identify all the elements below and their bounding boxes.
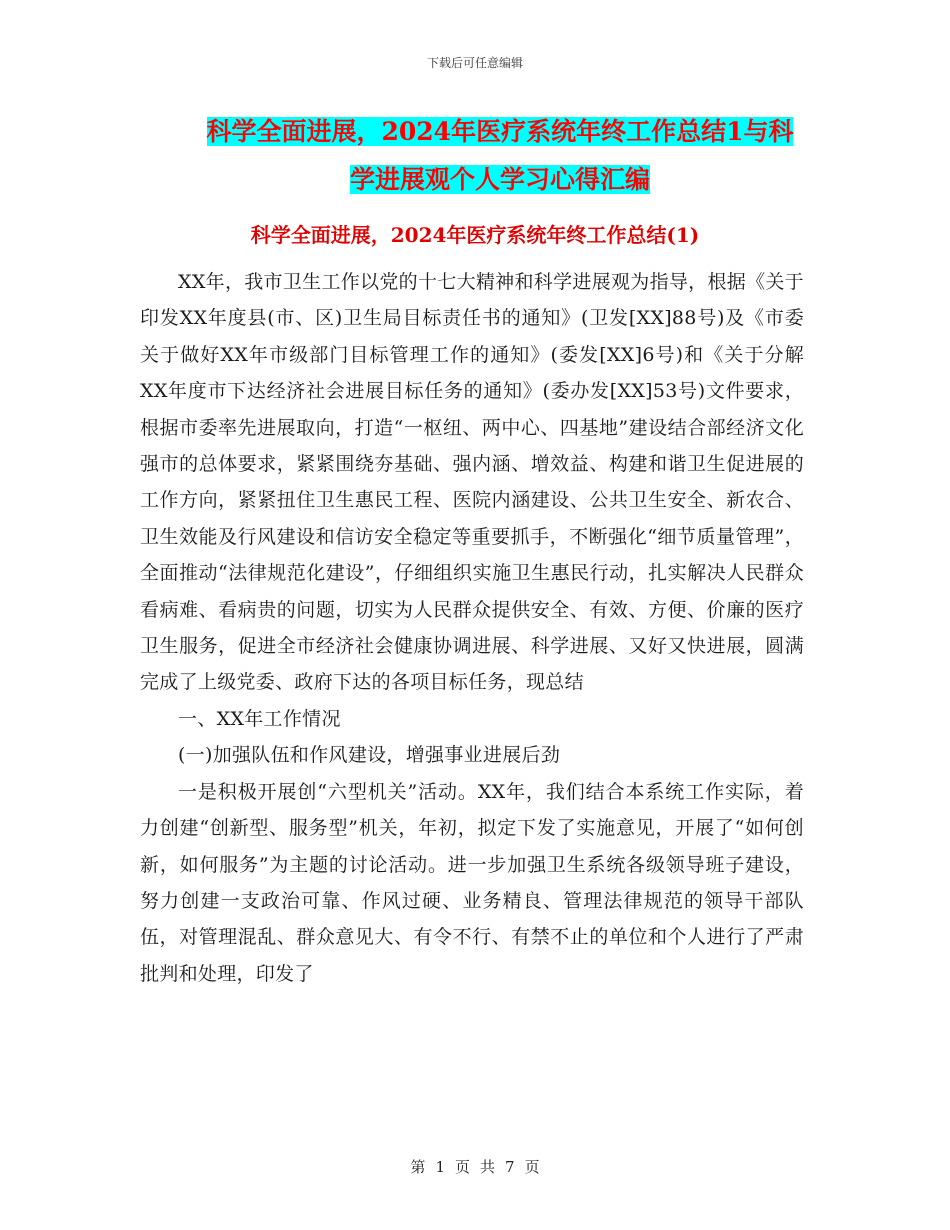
footer-label-unit: 页: [454, 1158, 470, 1176]
heading-section-1: 一、XX年工作情况: [178, 707, 341, 730]
footer-label-page: 第: [410, 1158, 426, 1176]
footer-label-unit-2: 页: [524, 1158, 540, 1176]
paragraph-body: 一是积极开展创“六型机关”活动。XX年，我们结合本系统工作实际，着力创建“创新型、服务型”机关，年初，拟定下发了实施意见，开展了“如何创新，如何服务”为主题的讨论活动。进一步加强卫生系统各级领导班子建设，努力创建一支政治可靠、作风过硬、业务精良、管理法律规范的领导干部队伍，对管理混乱、群众意见大、有令不行、有禁不止的单位和个人进行了严肃批判和处理，印发了: [140, 780, 804, 985]
heading-subsection-1: (一)加强队伍和作风建设，增强事业进展后劲: [178, 744, 561, 767]
footer-total-pages: 7: [505, 1158, 515, 1176]
section-title: 科学全面进展，2024年医疗系统年终工作总结(1): [250, 223, 700, 247]
document-title-line-1: 科学全面进展，2024年医疗系统年终工作总结1与科: [206, 117, 794, 146]
document-body: [140, 264, 804, 992]
page-footer: [0, 1156, 950, 1177]
document-title: [140, 108, 860, 204]
paragraph-intro: XX年，我市卫生工作以党的十七大精神和科学进展观为指导，根据《关于印发XX年度县(市、区)卫生局目标责任书的通知》(卫发[XX]88号)及《市委关于做好XX年市级部门目标管理工作的通知》(委发[XX]6号)和《关于分解XX年度市下达经济社会进展目标任务的通知》(委办发[XX]53号)文件要求，根据市委率先进展取向，打造“一枢纽、两中心、四基地”建设结合部经济文化强市的总体要求，紧紧围绕夯基础、强内涵、增效益、构建和谐卫生促进展的工作方向，紧紧扭住卫生惠民工程、医院内涵建设、公共卫生安全、新农合、卫生效能及行风建设和信访安全稳定等重要抓手，不断强化“细节质量管理”，全面推动“法律规范化建设”，仔细组织实施卫生惠民行动，扎实解决人民群众看病难、看病贵的问题，切实为人民群众提供安全、有效、方便、价廉的医疗卫生服务，促进全市经济社会健康协调进展、科学进展、又好又快进展，圆满完成了上级党委、政府下达的各项目标任务，现总结: [140, 271, 804, 694]
document-title-line-2: 学进展观个人学习心得汇编: [349, 165, 650, 194]
header-note: 下载后可任意编辑: [426, 56, 523, 70]
footer-current-page: 1: [435, 1158, 445, 1176]
footer-label-total: 共: [480, 1158, 496, 1176]
